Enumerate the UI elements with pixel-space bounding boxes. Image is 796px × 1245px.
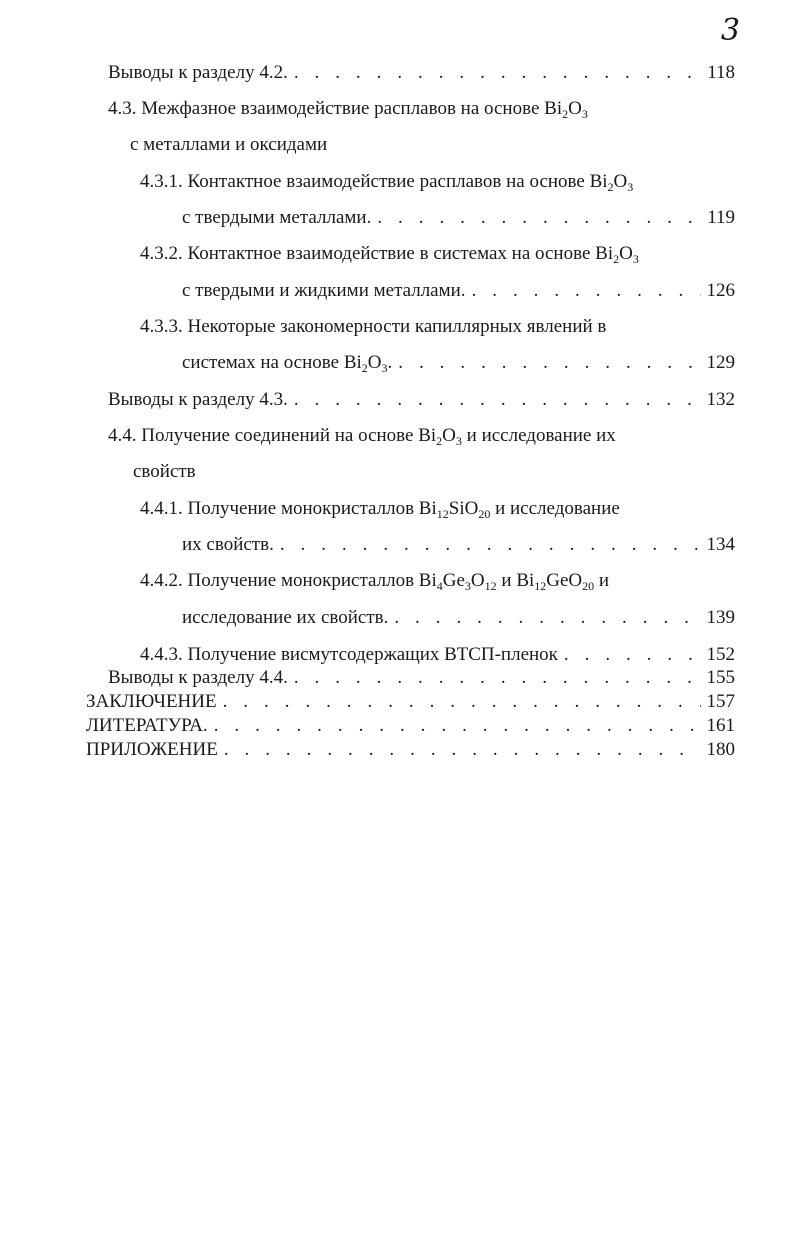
toc-page-number: 119 bbox=[707, 207, 735, 228]
toc-heading-4-3-1[interactable]: 4.3.1. Контактное взаимодействие расплавов на основе $Bi_2O_3$ bbox=[140, 171, 634, 194]
toc-entry-title: их свойств. bbox=[182, 534, 274, 555]
toc-entry-4-4-3[interactable] bbox=[140, 643, 735, 667]
toc-entry-title: 4.4.3. Получение висмутсодержащих ВТСП-пленок bbox=[140, 644, 558, 665]
toc-page-number: 134 bbox=[706, 534, 735, 555]
toc-entry-4-3-1[interactable] bbox=[182, 206, 735, 230]
dot-leader bbox=[214, 715, 701, 737]
toc-entry-conclusions-4-2[interactable] bbox=[108, 61, 735, 85]
dot-leader bbox=[294, 388, 701, 412]
toc-page-number: 152 bbox=[706, 644, 735, 665]
toc-entry-4-3-2[interactable] bbox=[182, 279, 735, 303]
dot-leader bbox=[398, 351, 700, 375]
toc-heading-4-3[interactable]: 4.3. Межфазное взаимодействие расплавов на основе $Bi_2O_3$ bbox=[108, 98, 588, 121]
toc-entry-title: Выводы к разделу 4.2. bbox=[108, 62, 288, 83]
dot-leader bbox=[294, 61, 701, 85]
toc-heading-4-4-1[interactable]: 4.4.1. Получение монокристаллов $Bi_{12}SiO_{20}$ и исследование bbox=[140, 498, 620, 521]
toc-heading-4-4-2[interactable]: 4.4.2. Получение монокристаллов $Bi_4Ge_3O_{12}$ и $Bi_{12}GeO_{20}$ и bbox=[140, 570, 610, 593]
toc-heading-4-3-3[interactable]: 4.3.3. Некоторые закономерности капиллярных явлений в bbox=[140, 316, 607, 337]
toc-page-number: 118 bbox=[707, 62, 735, 83]
toc-page-number: 180 bbox=[706, 739, 735, 760]
toc-page-number: 157 bbox=[706, 691, 735, 712]
toc-page-number: 161 bbox=[706, 715, 735, 736]
toc-entry-title: ЛИТЕРАТУРА. bbox=[86, 715, 208, 736]
toc-entry-4-4-2[interactable] bbox=[182, 606, 735, 630]
toc-page-number: 139 bbox=[706, 607, 735, 628]
toc-entry-conclusion[interactable] bbox=[86, 691, 735, 713]
dot-leader bbox=[394, 606, 700, 630]
toc-heading-4-3-2[interactable]: 4.3.2. Контактное взаимодействие в системах на основе $Bi_2O_3$ bbox=[140, 243, 639, 266]
toc-page-number: 132 bbox=[706, 389, 735, 410]
toc-entry-4-3-3[interactable] bbox=[182, 351, 735, 375]
toc-heading-4-4[interactable]: 4.4. Получение соединений на основе $Bi_2O_3$ и исследование их bbox=[108, 425, 616, 448]
toc-entry-conclusions-4-3[interactable] bbox=[108, 388, 735, 412]
toc-entry-title: ЗАКЛЮЧЕНИЕ bbox=[86, 691, 217, 712]
dot-leader bbox=[223, 691, 701, 713]
toc-page-number: 155 bbox=[706, 667, 735, 688]
dot-leader bbox=[224, 739, 701, 761]
toc-entry-title: ПРИЛОЖЕНИЕ bbox=[86, 739, 218, 760]
toc-entry-literature[interactable] bbox=[86, 715, 735, 737]
page-number: 3 bbox=[720, 13, 740, 48]
toc-entry-title: Выводы к разделу 4.4. bbox=[108, 667, 288, 688]
toc-heading-4-3-cont: с металлами и оксидами bbox=[130, 134, 328, 155]
toc-entry-title: с твердыми и жидкими металлами. bbox=[182, 280, 466, 301]
toc-entry-title: с твердыми металлами. bbox=[182, 207, 372, 228]
toc-entry-title: Выводы к разделу 4.3. bbox=[108, 389, 288, 410]
toc-entry-title: системах на основе $Bi_2O_3$. bbox=[182, 352, 393, 375]
toc-entry-title: исследование их свойств. bbox=[182, 607, 389, 628]
dot-leader bbox=[564, 643, 701, 667]
dot-leader bbox=[280, 533, 701, 557]
toc-heading-4-4-cont: свойств bbox=[133, 461, 196, 482]
toc-page-number: 126 bbox=[706, 280, 735, 301]
toc-entry-appendix[interactable] bbox=[86, 739, 735, 761]
dot-leader bbox=[377, 206, 701, 230]
toc-page-number: 129 bbox=[706, 352, 735, 373]
dot-leader bbox=[294, 667, 701, 689]
toc-entry-conclusions-4-4[interactable] bbox=[108, 667, 735, 689]
toc-entry-4-4-1[interactable] bbox=[182, 533, 735, 557]
dot-leader bbox=[472, 279, 701, 303]
